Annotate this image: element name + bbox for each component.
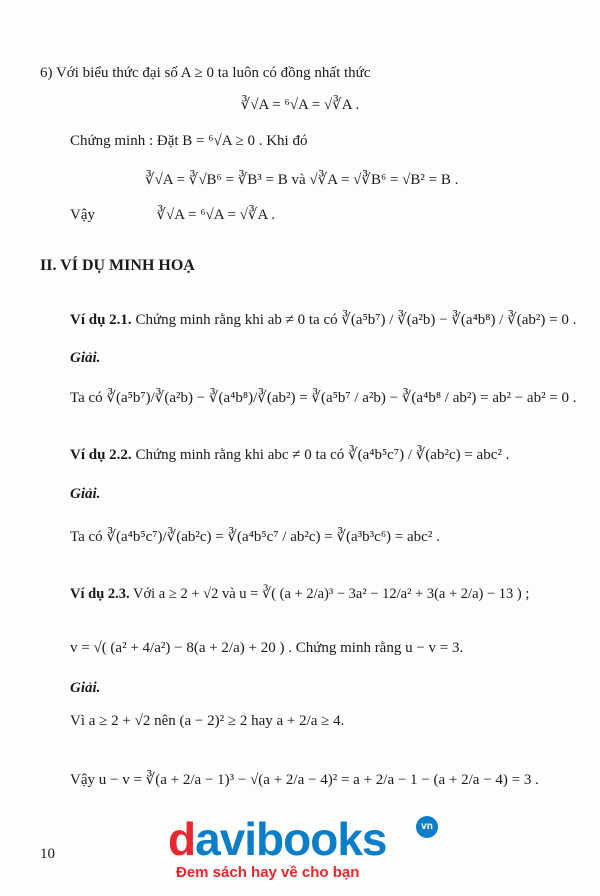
item6-conclusion <box>70 205 275 224</box>
ex3-step1: Vì a ≥ 2 + √2 nên (a − 2)² ≥ 2 hay a + 2/a ≥ 4. <box>70 713 345 729</box>
ex2-solution-prefix: Ta có <box>70 529 103 545</box>
logo-letter-d: d <box>168 813 196 865</box>
ex2-formula: ∛(a⁴b⁵c⁷) / ∛(ab²c) = abc² . <box>348 447 510 463</box>
ex3-v-tail: Chứng minh rằng u − v = 3. <box>295 640 464 656</box>
logo-word-rest: avibooks <box>195 813 387 865</box>
ex3-label: Ví dụ 2.3. <box>70 586 130 602</box>
conclusion-formula: ∛√A = ⁶√A = √∛A . <box>156 207 275 223</box>
conclusion-label: Vậy <box>70 207 95 223</box>
logo-wordmark <box>168 812 387 866</box>
ex1-solution-formula: ∛(a⁵b⁷)/∛(a²b) − ∛(a⁴b⁸)/∛(ab²) = ∛(a⁵b⁷ / a²b) − ∛(a⁴b⁸ / ab²) = ab² − ab² = 0 . <box>106 390 577 406</box>
ex3-text: Với a ≥ 2 + √2 và u = ∛( (a + 2/a)³ − 3a² − 12/a² + 3(a + 2/a) − 13 ) ; <box>133 586 530 602</box>
item6-identity: ∛√A = ⁶√A = √∛A . <box>240 97 360 113</box>
ex3-v-formula: v = √( (a² + 4/a²) − 8(a + 2/a) + 20 ) . <box>70 640 292 656</box>
page-number: 10 <box>40 846 55 862</box>
logo-vn-badge: vn <box>416 816 438 838</box>
ex2-label: Ví dụ 2.2. <box>70 447 132 463</box>
davibooks-logo <box>168 812 448 890</box>
ex1-text: Chứng minh rằng khi ab ≠ 0 ta có <box>135 312 338 328</box>
ex3-statement <box>70 586 529 603</box>
ex3-step2-formula: u − v = ∛(a + 2/a − 1)³ − √(a + 2/a − 4)² = a + 2/a − 1 − (a + 2/a − 4) = 3 . <box>98 772 539 788</box>
ex2-statement <box>70 445 509 464</box>
ex1-solution-prefix: Ta có <box>70 390 103 406</box>
ex3-step2-prefix: Vậy <box>70 772 95 788</box>
section-heading: II. VÍ DỤ MINH HOẠ <box>40 257 195 274</box>
ex2-solution-label: Giải. <box>70 486 101 502</box>
ex3-solution-label: Giải. <box>70 680 101 696</box>
item6-proof-line: ∛√A = ∛√B⁶ = ∛B³ = B và √∛A = √∛B⁶ = √B² = B . <box>145 172 459 188</box>
ex3-step2 <box>70 770 539 789</box>
ex1-solution <box>70 388 577 407</box>
ex2-solution-formula: ∛(a⁴b⁵c⁷)/∛(ab²c) = ∛(a⁴b⁵c⁷ / ab²c) = ∛(a³b³c⁶) = abc² . <box>106 529 440 545</box>
logo-tagline: Đem sách hay về cho bạn <box>176 864 360 881</box>
ex1-formula: ∛(a⁵b⁷) / ∛(a²b) − ∛(a⁴b⁸) / ∛(ab²) = 0 . <box>341 312 577 328</box>
ex3-v-definition <box>70 640 463 657</box>
ex2-text: Chứng minh rằng khi abc ≠ 0 ta có <box>135 447 345 463</box>
ex2-solution <box>70 527 440 546</box>
ex1-solution-label: Giải. <box>70 350 101 366</box>
ex1-statement <box>70 310 576 329</box>
item6-proof-label: Chứng minh : Đặt B = ⁶√A ≥ 0 . Khi đó <box>70 133 308 149</box>
item6-intro: 6) Với biểu thức đại số A ≥ 0 ta luôn có đồng nhất thức <box>40 65 371 81</box>
ex1-label: Ví dụ 2.1. <box>70 312 132 328</box>
